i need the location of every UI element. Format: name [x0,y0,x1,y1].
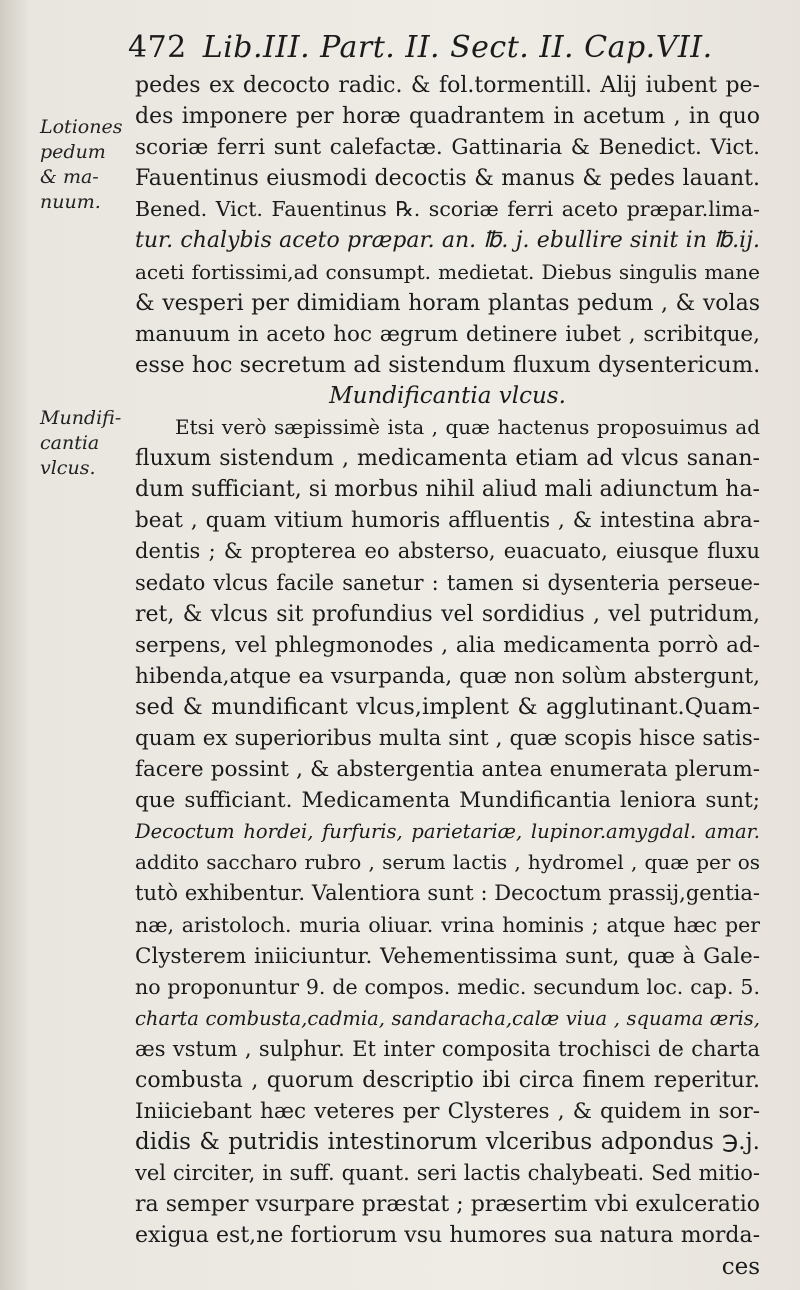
marginal-note-line: nuum. [40,191,101,213]
text-line: scoriæ ferri sunt calefactæ. Gattinaria & Benedict. Vict. [135,135,760,161]
text-line: combusta , quorum descriptio ibi circa finem reperitur. [135,1068,760,1093]
text-line: que sufficiant. Medicamenta Mundificantia leniora sunt; [135,788,760,814]
text-line: Iniiciebant hæc veteres per Clysteres , & quidem in sor- [135,1099,760,1125]
marginal-note-line: Mundifi- [40,407,122,429]
marginal-note-line: pedum [40,141,106,163]
text-line: hibenda,atque ea vsurpanda, quæ non solùm abstergunt, [135,663,760,689]
text-line: facere possint , & abstergentia antea enumerata plerum- [135,757,760,783]
text-line: didis & putridis intestinorum vlceribus adpondus ℈.j. [135,1129,760,1156]
text-line: tur. chalybis aceto præpar. an. ℔. j. ebullire sinit in ℔.ij. [135,228,760,254]
text-line: sed & mundificant vlcus,implent & agglutinant.Quam- [135,693,760,720]
text-line: vel circiter, in suff. quant. seri lactis chalybeati. Sed mitio- [135,1161,760,1186]
text-line: quam ex superioribus multa sint , quæ scopis hisce satis- [135,725,760,751]
text-line: exigua est,ne fortiorum vsu humores sua natura mordа- [135,1223,760,1249]
text-line: ret, & vlcus sit profundius vel sordidius , vel putridum, [135,601,760,627]
text-line: sedato vlcus facile sanetur : tamen si dysenteria perseue- [135,570,760,595]
text-line: Decoctum hordei, furfuris, parietariæ, lupinor.amygdal. amar. [135,820,760,844]
text-line: & vesperi per dimidiam horam plantas pedum , & volas [135,290,760,316]
text-line: charta combusta,cadmia, sandaracha,calæ viua , squama æris, [135,1006,760,1030]
marginal-note-line: & ma- [40,166,99,188]
catchword: ces [721,1253,760,1280]
text-line: addito sacchаro rubro , serum lactis , hydromel , quæ per os [135,850,760,875]
page-number: 472 [128,30,187,65]
text-line: des imponere per horæ quadrantem in acetum , in quo [135,104,760,130]
text-line: dum sufficiant, si morbus nihil aliud mali adiunctum ha- [135,477,760,503]
text-line: aceti fortissimi,ad consumpt. medietat. Diebus singulis mane [135,259,760,284]
text-line: no proponuntur 9. de compos. medic. secundum loc. cap. 5. [135,974,760,999]
body-text [135,70,760,1283]
running-header [128,30,768,65]
text-line: tutò exhibentur. Valentiora sunt : Decoctum prassij,gentia- [135,881,760,906]
text-line: pedes ex decocto radic. & fol.tormentill. Alij iubent pe- [135,73,760,98]
marginal-note-line: Lotiones [40,116,123,138]
marginal-note-mundificantia [40,406,128,481]
text-line: manuum in aceto hoc ægrum detinere iubet , scribitque, [135,321,760,347]
text-line: Clysterem iniiciuntur. Vehementissima sunt, quæ à Gale- [135,943,760,969]
text-line: dentis ; & propterea eo absterso, euacuato, eiusque fluxu [135,539,760,564]
text-line: Etsi verò sæpissimè ista , quæ hactenus proposuimus ad [175,415,760,440]
marginal-note-line: cantia [40,432,100,454]
running-title: Lib.III. Part. II. Sect. II. Cap.VII. [202,30,713,65]
marginal-note-line: vlcus. [40,457,96,479]
text-line: serpens, vel phlegmonodes , alia medicamenta porrò ad- [135,632,760,658]
section-heading: Mundificantia vlcus. [329,382,566,409]
text-line: Bened. Vict. Fauentinus ℞. scoriæ ferri aceto præpar.lima- [135,197,760,222]
text-line: ra semper vsurpare præstat ; præsertim vbi exulceratio [135,1192,760,1218]
text-line: Fauentinus eiusmodi decoctis & manus & pedes lauant. [135,166,760,192]
text-line: beat , quam vitium humoris affluentis , & intestina abra- [135,508,760,534]
marginal-note-lotiones [40,115,128,215]
text-line: næ, aristoloch. muria oliuar. vrina hominis ; atque hæc per [135,912,760,937]
text-line: fluxum sistendum , medicamenta etiam ad vlcus sanan- [135,446,760,472]
text-line: esse hoc secretum ad sistendum fluxum dysentericum. [135,351,760,378]
text-line: æs vstum , sulphur. Et inter composita trochisci de charta [135,1036,760,1061]
